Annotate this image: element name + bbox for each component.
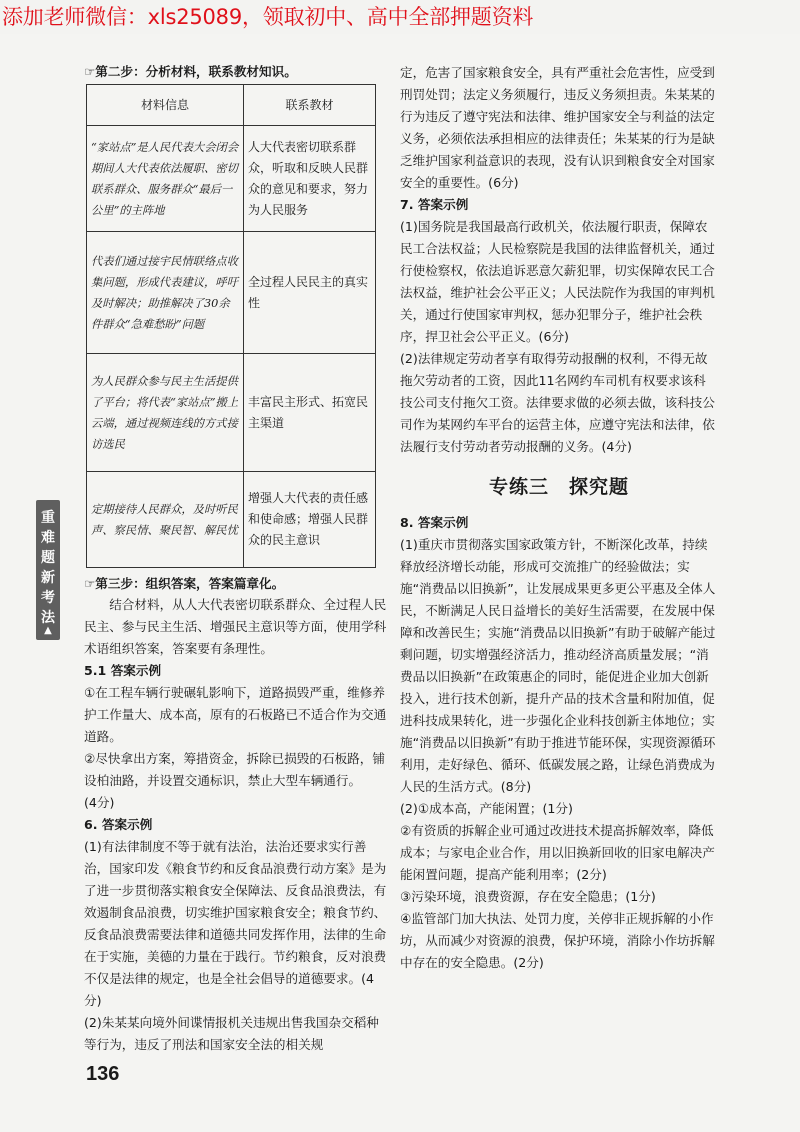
step2-heading: ☞第二步：分析材料，联系教材知识。 [84, 64, 297, 79]
table-cell-link: 丰富民主形式、拓宽民主渠道 [244, 354, 376, 472]
hand-icon: ☞ [84, 64, 96, 79]
step3-text: 结合材料，从人大代表密切联系群众、全过程人民民主、参与民主生活、增强民主意识等方面，使用学科术语组织答案，答案要有条理性。 [84, 597, 387, 656]
table-header-row [87, 85, 376, 126]
q8-label: 8. 答案示例 [400, 515, 469, 530]
q7-para: (2)法律规定劳动者享有取得劳动报酬的权利，不得无故拖欠劳动者的工资，因此11名网约车司机有权要求该科技公司支付拖欠工资。法律要求做的必须去做，该科技公司作为某网约车平台的运营主体，应遵守宪法和法律，依法履行支付劳动者劳动报酬的义务。(4分) [400, 351, 715, 454]
q51-para: ②尽快拿出方案，筹措资金，拆除已损毁的石板路，铺设柏油路，并设置交通标识，禁止大型车辆通行。 [84, 751, 385, 788]
side-tab-char: 难 [41, 530, 55, 546]
table-row [87, 232, 376, 354]
q6-para-cont: 定，危害了国家粮食安全，具有严重社会危害性，应受到刑罚处罚；法定义务须履行，违反义务须担责。朱某某的行为违反了遵守宪法和法律、维护国家安全与利益的法定义务，必须依法承担相应的法律责任；朱某某的行为是缺乏维护国家利益意识的表现，没有认识到粮食安全对国家安全的重要性。(6分) [400, 65, 715, 190]
side-tab-char: 新 [41, 570, 55, 586]
table-cell-material: 代表们通过接宇民情联络点收集问题，形成代表建议，呼吁及时解决；助推解决了30余件群众“急难愁盼”问题 [87, 232, 244, 354]
side-tab [36, 500, 60, 640]
table-cell-material: 定期接待人民群众，及时听民声、察民情、聚民智、解民忧 [87, 472, 244, 568]
table-row [87, 126, 376, 232]
side-tab-char: 考 [41, 590, 55, 606]
q7-label: 7. 答案示例 [400, 197, 469, 212]
table-cell-material: “家站点”是人民代表大会闭会期间人大代表依法履职、密切联系群众、服务群众“最后一公里”的主阵地 [87, 126, 244, 232]
side-tab-char: 法 [41, 610, 55, 626]
q8-para: (2)①成本高，产能闲置；(1分) [400, 801, 573, 816]
q7-para: (1)国务院是我国最高行政机关，依法履行职责，保障农民工合法权益；人民检察院是我国的法律监督机关，通过行使检察权，依法追诉恶意欠薪犯罪，切实保障农民工合法权益，维护社会公平正义；人民法院作为我国的审判机关，通过行使国家审判权，惩办犯罪分子，维护社会秩序，捍卫社会公平正义。(6分) [400, 219, 715, 344]
q8-para: (1)重庆市贯彻落实国家政策方针，不断深化改革，持续释放经济增长动能，形成可交流推广的经验做法；实施“消费品以旧换新”，让发展成果更多更公平惠及全体人民，不断满足人民日益增长的美好生活需要，在发展中保障和改善民生；实施“消费品以旧换新”有助于破解产能过剩问题，切实增强经济活力，推动经济高质量发展；“消费品以旧换新”在政策惠企的同时，能促进企业加大创新投入，进行技术创新，提升产品的技术含量和附加值，促进科技成果转化，进一步强化企业科技创新主体地位；实施“消费品以旧换新”有助于推进节能环保，实现资源循环利用，走好绿色、循环、低碳发展之路，让绿色消费成为人民的生活方式。(8分) [400, 537, 716, 794]
hand-icon: ☞ [84, 576, 96, 591]
table-cell-link: 增强人大代表的责任感和使命感；增强人民群众的民主意识 [244, 472, 376, 568]
left-column [84, 62, 389, 1056]
q8-para: ③污染环境，浪费资源，存在安全隐患；(1分) [400, 889, 656, 904]
side-tab-char: 重 [41, 510, 55, 526]
table-cell-link: 人大代表密切联系群众，听取和反映人民群众的意见和要求，努力为人民服务 [244, 126, 376, 232]
triangle-icon: ▲ [44, 625, 52, 636]
table-cell-material: 为人民群众参与民主生活提供了平台；将代表“家站点”搬上云端，通过视频连线的方式接访选民 [87, 354, 244, 472]
table-row [87, 472, 376, 568]
side-tab-char: 题 [41, 550, 55, 566]
section-title: 专练三 探究题 [488, 476, 629, 498]
q51-para: ①在工程车辆行驶碾轧影响下，道路损毁严重，维修养护工作量大、成本高，原有的石板路已不适合作为交通道路。 [84, 685, 387, 744]
table-row [87, 354, 376, 472]
table-header: 联系教材 [244, 85, 376, 126]
q8-para: ②有资质的拆解企业可通过改进技术提高拆解效率，降低成本；与家电企业合作，用以旧换新回收的旧家电解决产能闲置问题，提高产能利用率；(2分) [400, 823, 715, 882]
page-number: 136 [86, 1063, 120, 1085]
q6-para: (1)有法律制度不等于就有法治，法治还要求实行善治，国家印发《粮食节约和反食品浪费行动方案》是为了进一步贯彻落实粮食安全保障法、反食品浪费法，有效遏制食品浪费，切实维护国家粮食安全；粮食节约、反食品浪费需要法律和道德共同发挥作用，法律的生命在于实施，美德的力量在于践行。节约粮食，反对浪费不仅是法律的规定，也是全社会倡导的道德要求。(4分) [84, 839, 387, 1008]
material-table [86, 84, 376, 568]
table-cell-link: 全过程人民民主的真实性 [244, 232, 376, 354]
q8-para: ④监管部门加大执法、处罚力度，关停非正规拆解的小作坊，从而减少对资源的浪费，保护环境，消除小作坊拆解中存在的安全隐患。(2分) [400, 911, 715, 970]
table-header: 材料信息 [87, 85, 244, 126]
q6-label: 6. 答案示例 [84, 817, 153, 832]
promo-banner: 添加老师微信：xls25089，领取初中、高中全部押题资料 [2, 5, 534, 29]
right-column [400, 62, 718, 974]
q6-para: (2)朱某某向境外间谍情报机关违规出售我国杂交稻种等行为，违反了刑法和国家安全法的相关规 [84, 1015, 379, 1052]
q51-label: 5.1 答案示例 [84, 663, 162, 678]
step3-heading: ☞第三步：组织答案，答案篇章化。 [84, 576, 285, 591]
q51-score: (4分) [84, 795, 115, 810]
